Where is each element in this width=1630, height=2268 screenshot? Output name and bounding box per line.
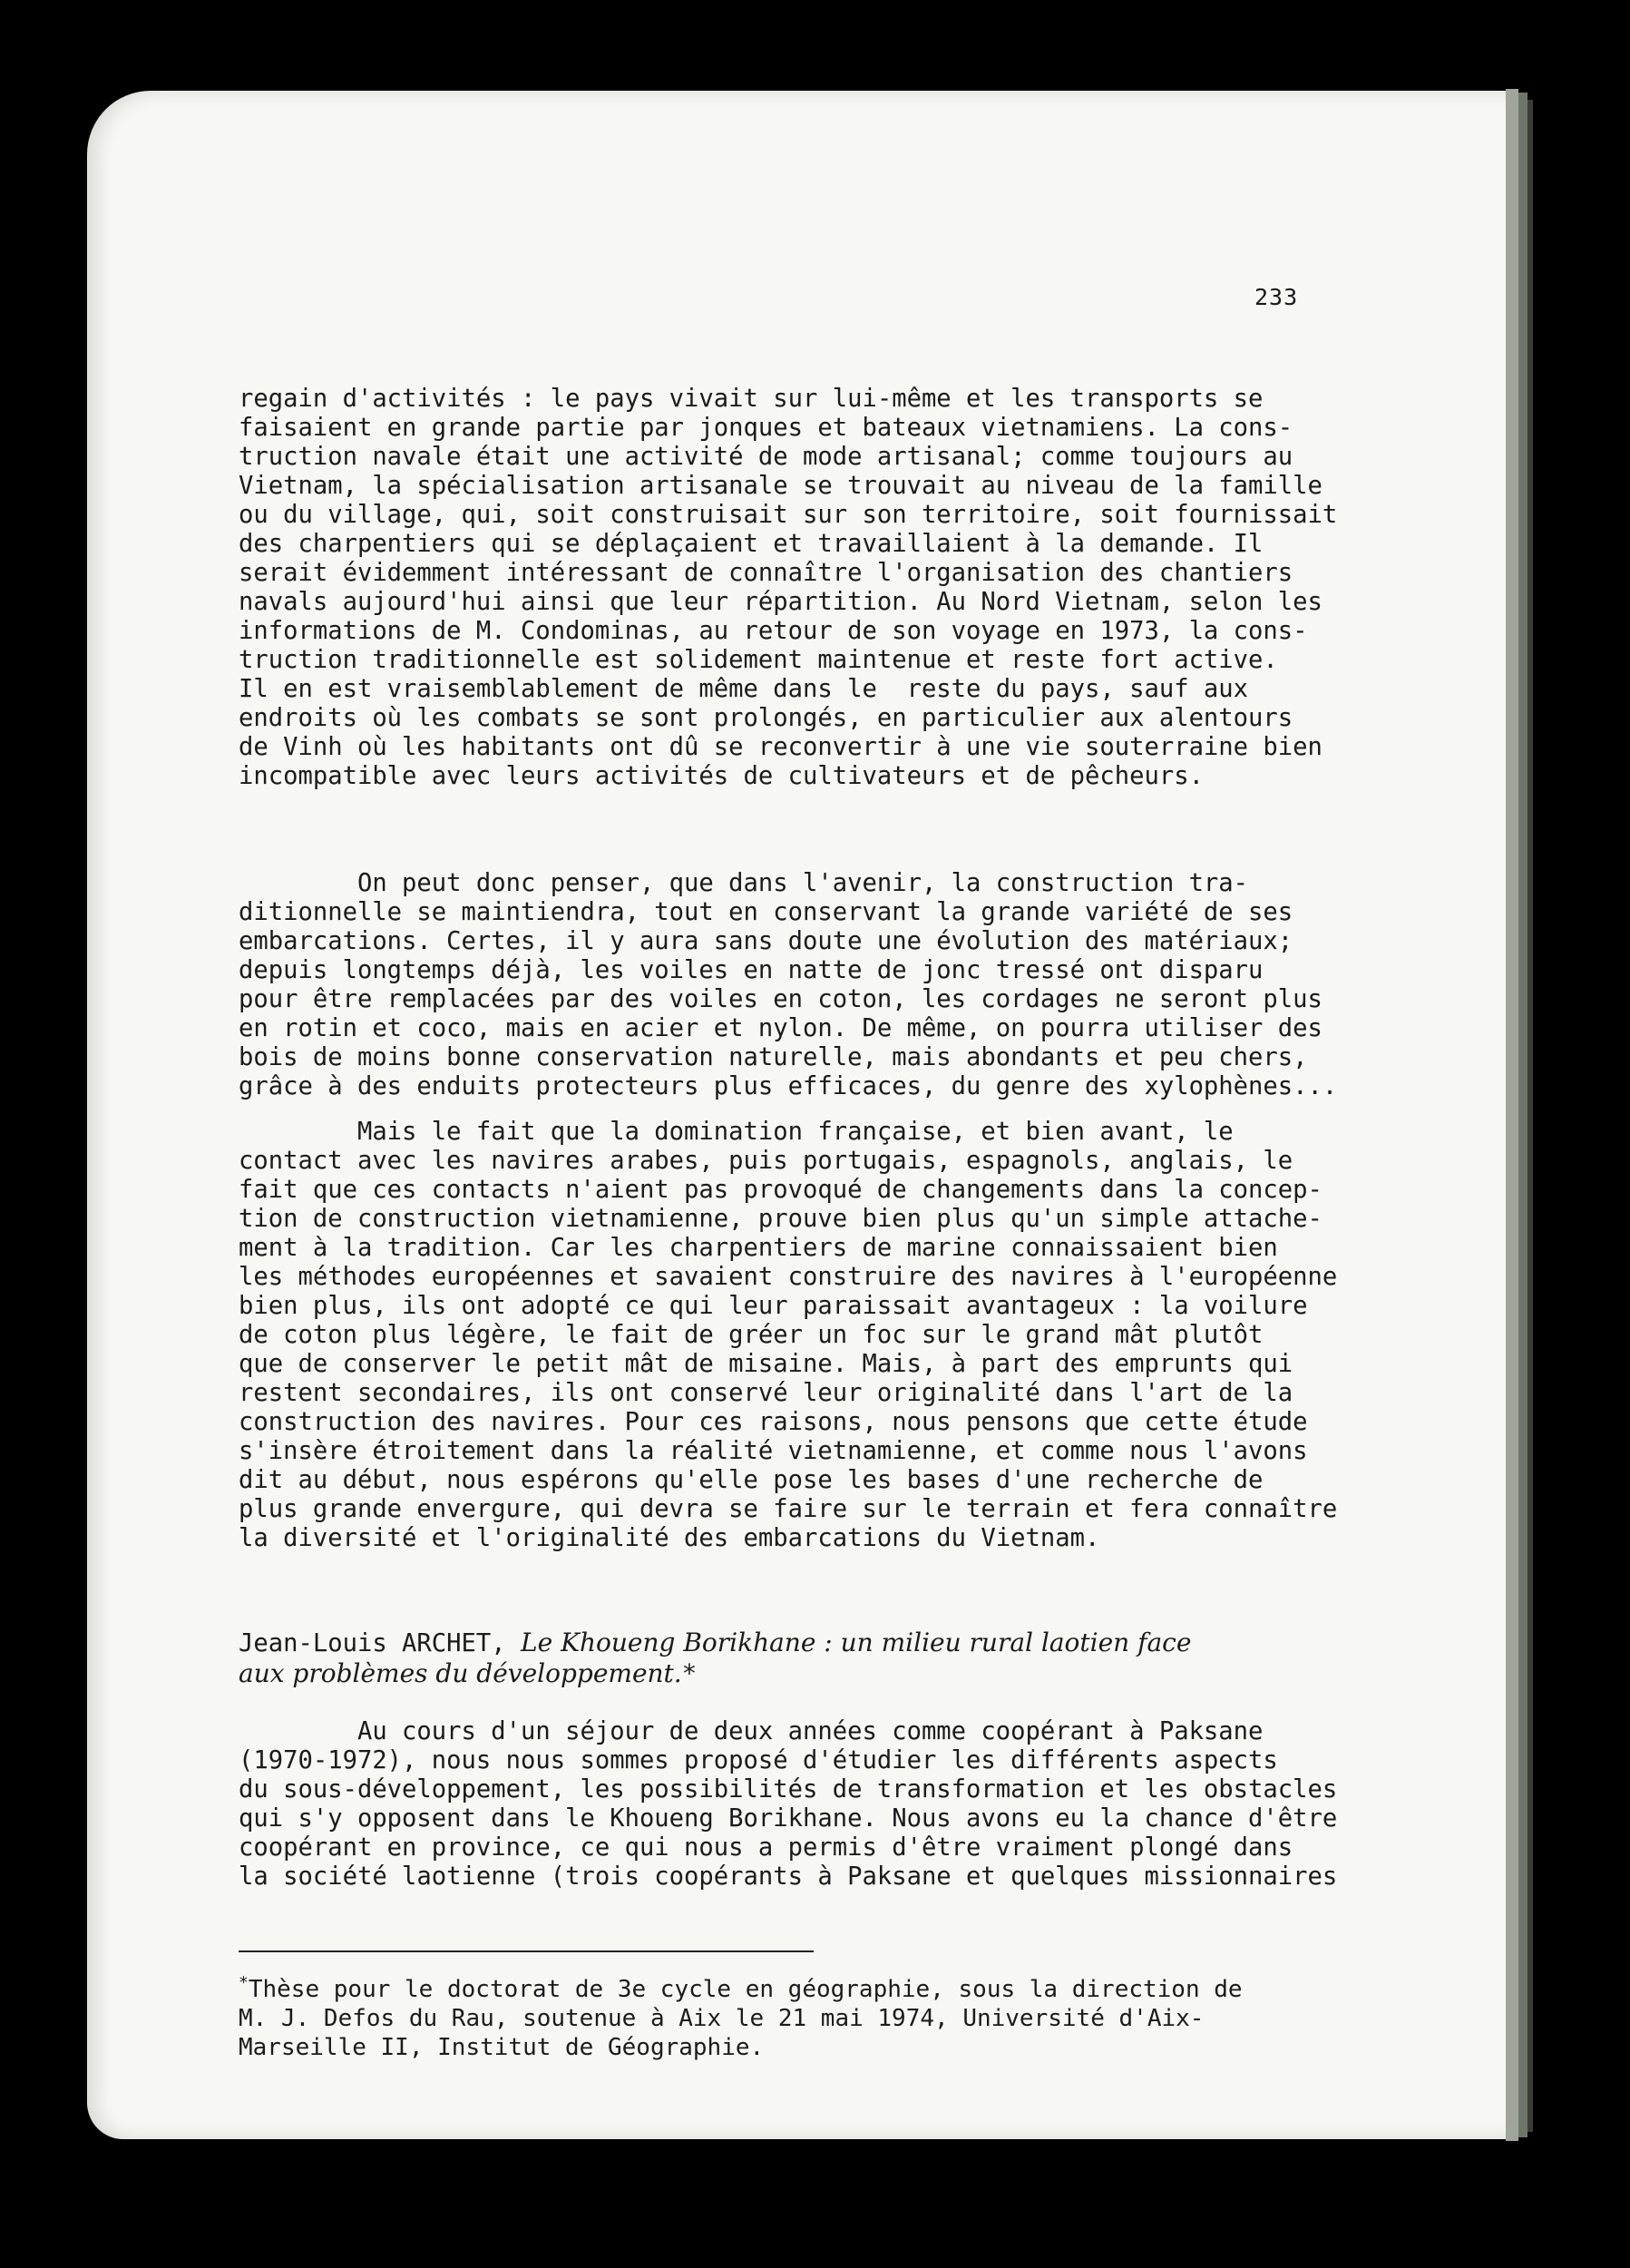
footnote-marker: * (239, 1973, 249, 1992)
page-edge (1506, 89, 1518, 2141)
paragraph: On peut donc penser, que dans l'avenir, la construction tra- ditionnelle se maintiendra, tout en conservant la grande variété de ses embarcations. Certes, il y aura sans doute une évolution des matériaux; depuis longtemps déjà, les voiles en natte de jonc tressé ont disparu pour être remplacées par des voiles en coton, les cordages ne seront plus en rotin et coco, mais en acier et nylon. De même, on pourra utiliser des bois de moins bonne conservation naturelle, mais abondants et peu chers, grâce à des enduits protecteurs plus efficaces, du genre des xylophènes... (239, 869, 1338, 1100)
thesis-title: Le Khoueng Borikhane : un milieu rural laotien face (521, 1628, 1192, 1657)
page-edge (1518, 93, 1528, 2137)
thesis-heading (239, 1628, 1354, 1689)
thesis-title-continued: aux problèmes du développement. (239, 1658, 682, 1688)
footnote-divider (239, 1950, 814, 1952)
page-number: 233 (1254, 284, 1299, 310)
paragraph: Mais le fait que la domination française, et bien avant, le contact avec les navires arabes, puis portugais, espagnols, anglais, le fait que ces contacts n'aient pas provoqué de changements dans la concep- tion de construction vietnamienne, prouve bien plus qu'un simple attache- ment à la tradition. Car les charpentiers de marine connaissaient bien les méthodes européennes et savaient construire des navires à l'européenne bien plus, ils ont adopté ce qui leur paraissait avantageux : la voilure de coton plus légère, le fait de gréer un foc sur le grand mât plutôt que de conserver le petit mât de misaine. Mais, à part des emprunts qui restent secondaires, ils ont conservé leur originalité dans l'art de la construction des navires. Pour ces raisons, nous pensons que cette étude s'insère étroitement dans la réalité vietnamienne, et comme nous l'avons dit au début, nous espérons qu'elle pose les bases d'une recherche de plus grande envergure, qui devra se faire sur le terrain et fera connaître la diversité et l'originalité des embarcations du Vietnam. (239, 1118, 1338, 1552)
paragraph: Au cours d'un séjour de deux années comme coopérant à Paksane (1970-1972), nous nous sommes proposé d'étudier les différents aspects du sous-développement, les possibilités de transformation et les obstacles qui s'y opposent dans le Khoueng Borikhane. Nous avons eu la chance d'être coopérant en province, ce qui nous a permis d'être vraiment plongé dans la société laotienne (trois coopérants à Paksane et quelques missionnaires (239, 1717, 1338, 1891)
thesis-author: Jean-Louis ARCHET, (239, 1629, 521, 1657)
page-edge (1528, 100, 1533, 2132)
footnote-marker: * (681, 1660, 698, 1688)
footnote-text: Thèse pour le doctorat de 3e cycle en géographie, sous la direction de M. J. Defos du Rau, soutenue à Aix le 21 mai 1974, Université d'Aix- Marseille II, Institut de Géographie. (239, 1976, 1243, 2061)
footnote (239, 1975, 1354, 2062)
paragraph: regain d'activités : le pays vivait sur lui-même et les transports se faisaient en grande partie par jonques et bateaux vietnamiens. La cons- truction navale était une activité de mode artisanal; comme toujours au Vietnam, la spécialisation artisanale se trouvait au niveau de la famille ou du village, qui, soit construisait sur son territoire, soit fournissait des charpentiers qui se déplaçaient et travaillaient à la demande. Il serait évidemment intéressant de connaître l'organisation des chantiers navals aujourd'hui ainsi que leur répartition. Au Nord Vietnam, selon les informations de M. Condominas, au retour de son voyage en 1973, la cons- truction traditionnelle est solidement maintenue et reste fort active. Il en est vraisemblablement de même dans le reste du pays, sauf aux endroits où les combats se sont prolongés, en particulier aux alentours de Vinh où les habitants ont dû se reconvertir à une vie souterraine bien incompatible avec leurs activités de cultivateurs et de pêcheurs. (239, 385, 1338, 790)
